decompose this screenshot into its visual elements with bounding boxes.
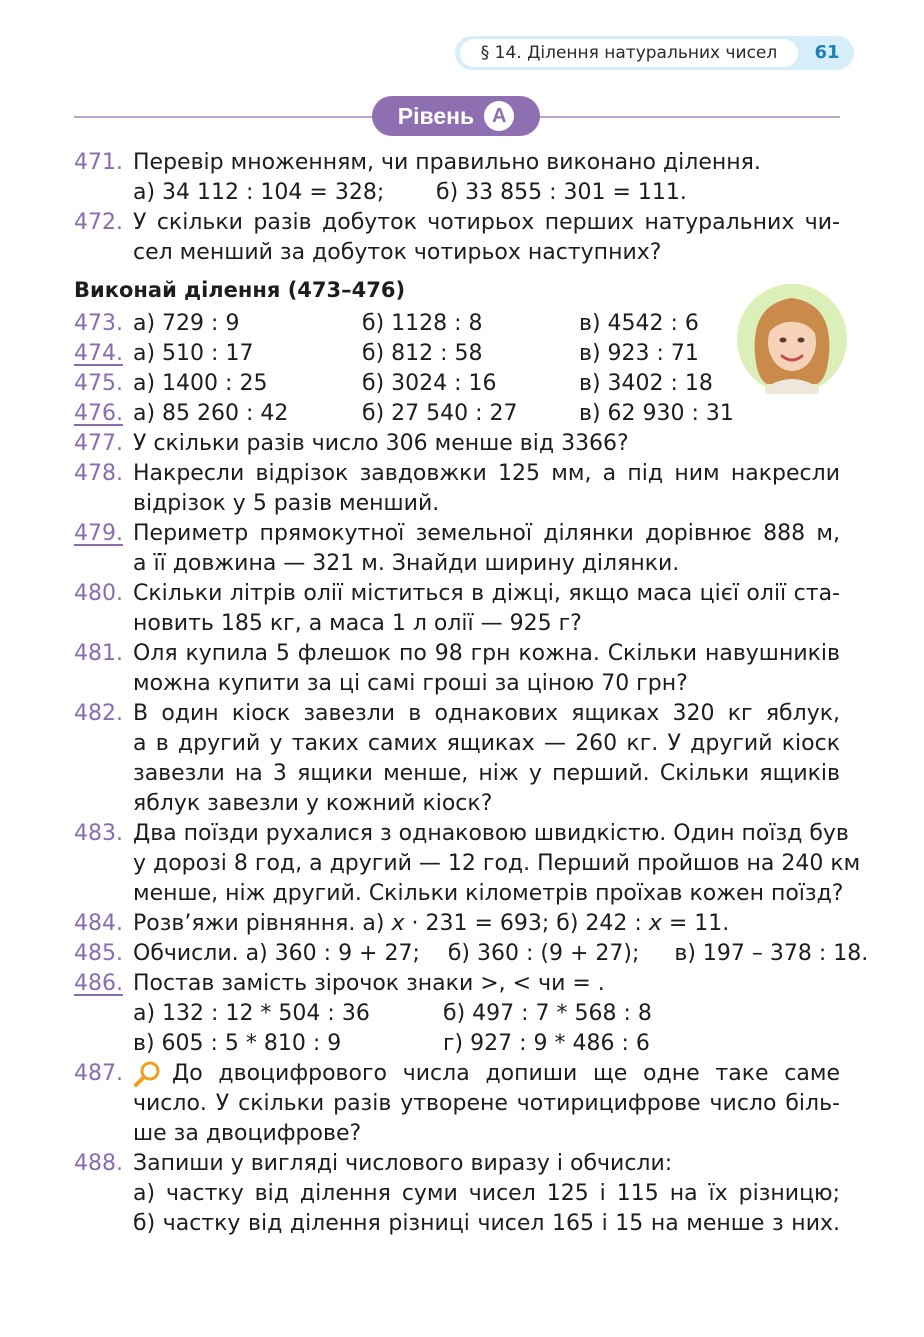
exercise-text: ше за двоцифрове? [133,1121,362,1146]
exercise-476 [74,399,840,429]
exercise-number: 487. [74,1061,123,1086]
equation-part: · 231 = 693; б) 242 : [411,911,642,936]
exercise-number: 482. [74,701,123,726]
exercise-text: яблук завезли у кожний кіоск? [133,791,493,816]
exercise-text: Накресли відрізок завдовжки 125 мм, а під ним накресли [133,461,840,486]
exercise-number: 483. [74,821,123,846]
exercise-488 [74,1149,840,1179]
section-heading: Виконай ділення (473–476) [74,278,406,302]
option-b: б) 1128 : 8 [362,311,483,336]
exercise-488-cont [74,1209,840,1239]
exercise-text: а в другий у таких самих ящиках — 260 кг. У другий кіоск [133,731,840,756]
exercise-479 [74,519,840,549]
option-b: б) 27 540 : 27 [362,401,518,426]
equation-end: = 11. [668,911,730,936]
exercise-483 [74,819,849,849]
variable-x: x [391,911,405,936]
exercise-number: 477. [74,431,123,456]
exercise-number: 472. [74,210,123,235]
exercise-479-cont [74,549,840,579]
exercise-text: новить 185 кг, а маса 1 л олії — 925 г? [133,611,582,636]
exercise-number: 481. [74,641,123,666]
exercise-487 [74,1059,840,1089]
exercise-text: До двоцифрового числа допиши ще одне таке саме [172,1061,840,1086]
exercise-485 [74,939,869,969]
exercise-text: у дорозі 8 год, а другий — 12 год. Перший пройшов на 240 км [133,851,861,876]
exercise-482-cont [74,759,840,789]
option-a: а) 85 260 : 42 [133,401,289,426]
exercise-number: 474. [74,341,123,366]
section-title: § 14. Ділення натуральних чисел [460,39,798,67]
exercise-text: число. У скільки разів утворене чотирицифрове число біль- [133,1091,840,1116]
exercise-number: 486. [74,971,123,996]
exercise-483-cont [74,879,844,909]
exercise-480-cont [74,609,840,639]
exercise-text: Периметр прямокутної земельної ділянки дорівнює 888 м, [133,521,840,546]
variable-x: x [648,911,662,936]
magnifier-icon [133,1059,171,1089]
exercise-number: 488. [74,1151,123,1176]
exercise-486 [74,969,840,999]
option-c: в) 4542 : 6 [579,311,699,336]
exercise-475 [74,369,840,399]
exercise-472 [74,208,840,238]
exercise-486-options [74,999,840,1029]
exercise-text: Перевір множенням, чи правильно виконано ділення. [133,150,761,175]
exercise-text: Скільки літрів олії міститься в діжці, якщо маса цієї олії ста- [133,581,840,606]
option-c: в) 62 930 : 31 [579,401,734,426]
exercise-text: завезли на 3 ящики менше, ніж у перший. Скільки ящиків [133,761,840,786]
exercise-number: 478. [74,461,123,486]
exercise-481-cont [74,669,840,699]
exercise-text: б) частку від ділення різниці чисел 165 і 15 на менше з них. [133,1211,840,1236]
exercise-text: В один кіоск завезли в однакових ящиках 320 кг яблук, [133,701,840,726]
option-d: г) 927 : 9 * 486 : 6 [443,1031,650,1056]
option-b: б) 3024 : 16 [362,371,497,396]
exercise-text: Обчисли. а) 360 : 9 + 27; б) 360 : (9 + 27); в) 197 – 378 : 18. [133,941,869,966]
exercise-474 [74,339,840,369]
option-c: в) 3402 : 18 [579,371,713,396]
exercise-480 [74,579,840,609]
exercise-number: 475. [74,371,123,396]
exercise-text: а її довжина — 321 м. Знайди ширину ділянки. [133,551,680,576]
option-a: а) 34 112 : 104 = 328; [133,180,385,205]
option-a: а) 510 : 17 [133,341,254,366]
exercise-number: 485. [74,941,123,966]
equation-intro: Розв’яжи рівняння. а) [133,911,385,936]
exercise-text: Оля купила 5 флешок по 98 грн кожна. Скільки навушників [133,641,840,666]
exercise-text: можна купити за ці самі гроші за ціною 70 грн? [133,671,688,696]
option-b: б) 497 : 7 * 568 : 8 [443,1001,652,1026]
option-a: а) 729 : 9 [133,311,240,336]
exercise-478 [74,459,840,489]
option-a: а) 132 : 12 * 504 : 36 [133,1001,370,1026]
exercise-477 [74,429,840,459]
option-b: б) 33 855 : 301 = 111. [436,180,687,205]
exercise-483-cont [74,849,861,879]
exercise-471-options [74,178,840,208]
exercise-488-cont [74,1179,840,1209]
exercise-472-cont [74,238,840,268]
exercise-471 [74,148,840,178]
exercise-number: 484. [74,911,123,936]
girl-avatar-icon [737,284,847,394]
exercise-text: Два поїзди рухалися з однаковою швидкістю. Один поїзд був [133,821,849,846]
exercise-number: 476. [74,401,123,426]
exercise-481 [74,639,840,669]
exercise-487-cont [74,1119,840,1149]
exercise-486-options [74,1029,840,1059]
level-label: Рівень [397,102,475,129]
exercise-text: У скільки разів добуток чотирьох перших натуральних чи- [133,210,840,235]
exercise-text: Запиши у вигляді числового виразу і обчисли: [133,1151,673,1176]
exercise-text: відрізок у 5 разів менший. [133,491,440,516]
exercise-478-cont [74,489,840,519]
exercise-482-cont [74,789,840,819]
exercise-473 [74,309,840,339]
exercise-482-cont [74,729,840,759]
option-c: в) 923 : 71 [579,341,699,366]
exercise-text: У скільки разів число 306 менше від 3366? [133,431,629,456]
exercise-number: 473. [74,311,123,336]
option-a: а) 1400 : 25 [133,371,268,396]
page-number: 61 [814,42,840,63]
option-b: б) 812 : 58 [362,341,483,366]
exercise-text: сел менший за добуток чотирьох наступних? [133,240,662,265]
exercise-number: 480. [74,581,123,606]
exercise-text: менше, ніж другий. Скільки кілометрів проїхав кожен поїзд? [133,881,844,906]
level-badge [372,96,540,136]
exercise-text [133,909,840,939]
exercise-487-cont [74,1089,840,1119]
exercise-484 [74,909,840,939]
option-c: в) 605 : 5 * 810 : 9 [133,1031,342,1056]
exercise-text: Постав замість зірочок знаки >, < чи = . [133,971,605,996]
exercise-text: а) частку від ділення суми чисел 125 і 115 на їх різницю; [133,1181,840,1206]
exercise-number: 471. [74,150,123,175]
exercise-number: 479. [74,521,123,546]
exercise-482 [74,699,840,729]
level-letter: А [484,101,514,131]
